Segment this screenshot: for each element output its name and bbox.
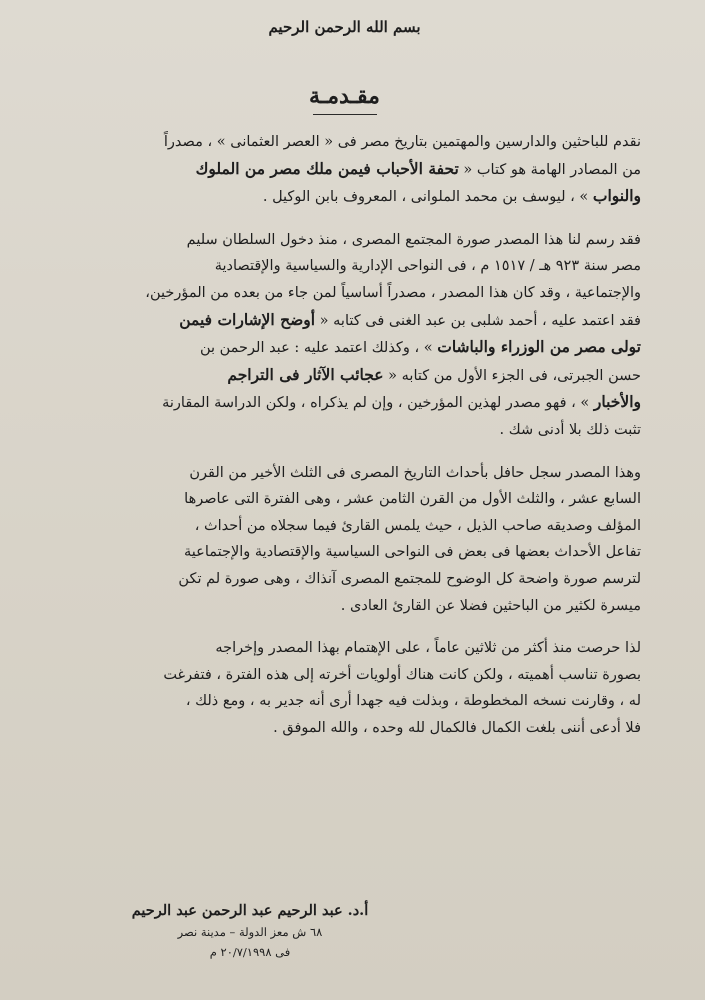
paragraph-line: والإجتماعية ، وقد كان هذا المصدر ، مصدراً أساسياً لمن جاء من بعده من المؤرخين،	[145, 284, 641, 301]
paragraph-line: لذا حرصت منذ أكثر من ثلاثين عاماً ، على الإهتمام بهذا المصدر وإخراجه	[215, 640, 641, 657]
paragraph-line: له ، وقارنت نسخه المخطوطة ، وبذلت فيه جهدا أرى أنه جدير به ، ومع ذلك ،	[185, 693, 641, 710]
author-name: أ.د. عبد الرحيم عبد الرحمن عبد الرحيم	[131, 902, 369, 919]
paragraph-line: المؤلف وصديقه صاحب الذيل ، حيث يلمس القارئ فيما سجلاه من أحداث ،	[194, 517, 641, 534]
book-title: أوضح الإشارات فيمن	[179, 309, 316, 329]
paragraph-line: تثبت ذلك بلا أدنى شك .	[499, 421, 641, 438]
paragraph-line	[48, 389, 641, 417]
paragraph-line: السابع عشر ، والثلث الأول من القرن الثامن عشر ، وهى الفترة التى عاصرها	[184, 491, 641, 508]
paragraph-line: فلا أدعى أننى بلغت الكمال فالكمال لله وحده ، والله الموفق .	[273, 719, 641, 736]
paragraph-line: وهذا المصدر سجل حافل بأحداث التاريخ المصرى فى الثلث الأخير من القرن	[189, 464, 641, 481]
page-title: مقـدمـة	[309, 83, 380, 109]
line-fragment: » ، ليوسف بن محمد الملوانى ، المعروف بابن الوكيل .	[262, 189, 593, 206]
paragraph-line	[48, 362, 641, 390]
title-underline	[313, 114, 377, 115]
line-fragment: من المصادر الهامة هو كتاب «	[458, 161, 641, 178]
line-fragment: » ، فهو مصدر لهذين المؤرخين ، وإن لم يذكراه ، ولكن الدراسة المقارنة	[162, 395, 594, 412]
paragraph-line: فقد رسم لنا هذا المصدر صورة المجتمع المصرى ، منذ دخول السلطان سليم	[186, 231, 641, 248]
book-title: تحفة الأحباب فيمن ملك مصر من الملوك	[195, 158, 459, 178]
line-fragment: » ، وكذلك اعتمد عليه : عبد الرحمن بن	[199, 340, 438, 357]
paragraph-3	[48, 460, 641, 620]
book-title: تولى مصر من الوزراء والباشات	[437, 337, 641, 357]
paragraph-line	[48, 334, 641, 362]
paragraph-2	[48, 227, 641, 444]
paragraph-line	[48, 156, 641, 184]
book-title: عجائب الآثار فى التراجم	[227, 364, 384, 384]
basmala: بسم الله الرحمن الرحيم	[268, 18, 421, 36]
paragraph-line: تفاعل الأحداث بعضها فى بعض فى النواحى السياسية والإقتصادية والإجتماعية	[184, 544, 641, 561]
book-title: والنواب	[592, 186, 641, 206]
paragraph-line: نقدم للباحثين والدارسين والمهتمين بتاريخ مصر فى « العصر العثمانى » ، مصدراً	[163, 134, 641, 150]
author-address: ٦٨ ش معز الدولة – مدينة نصر	[177, 925, 323, 939]
signature-date: فى ٢٠/٧/١٩٩٨ م	[209, 945, 291, 959]
paragraph-1	[48, 129, 641, 211]
paragraph-line: بصورة تناسب أهميته ، ولكن كانت هناك أولويات أخرته إلى هذه الفترة ، فتفرغت	[163, 666, 641, 683]
line-fragment: فقد اعتمد عليه ، أحمد شلبى بن عبد الغنى فى كتابه «	[315, 312, 641, 329]
paragraph-line: لترسم صورة واضحة كل الوضوح للمجتمع المصرى آنذاك ، وهى صورة لم تكن	[178, 570, 641, 587]
paragraph-line: مصر سنة ٩٢٣ هـ / ١٥١٧ م ، فى النواحى الإدارية والسياسية والإقتصادية	[214, 258, 641, 275]
paragraph-4	[48, 635, 641, 741]
paragraph-line	[48, 307, 641, 335]
signature-block	[120, 900, 380, 962]
line-fragment: حسن الجبرتى، فى الجزء الأول من كتابه «	[383, 367, 641, 384]
paragraph-line	[48, 183, 641, 211]
paragraph-line: ميسرة لكثير من الباحثين فضلا عن القارئ العادى .	[340, 597, 641, 614]
book-title: والأخبار	[593, 392, 641, 412]
